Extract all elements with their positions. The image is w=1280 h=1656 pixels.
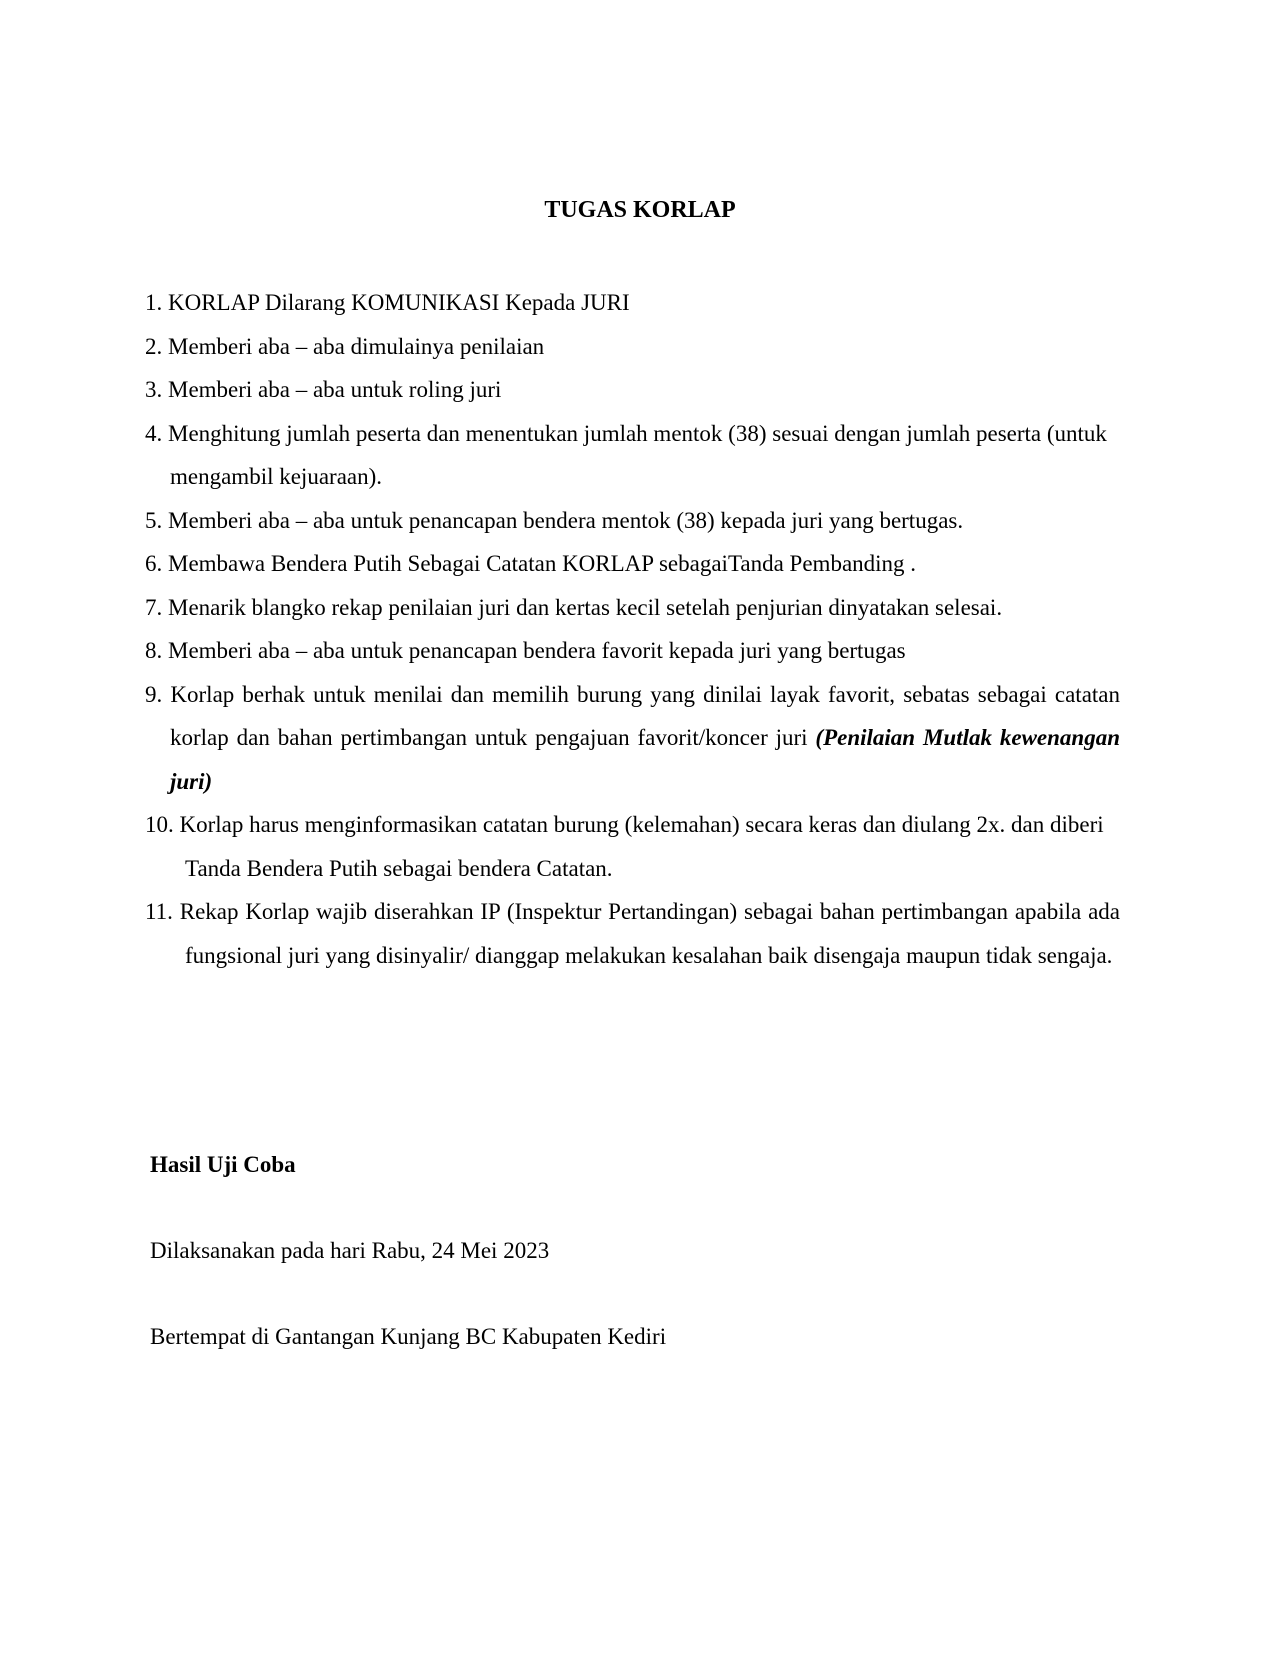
task-number: 1. [145, 290, 163, 315]
task-list [140, 281, 1120, 977]
task-text: KORLAP Dilarang KOMUNIKASI Kepada JURI [168, 290, 630, 315]
task-number: 11. [145, 899, 173, 924]
task-text: Korlap berhak untuk menilai dan memilih burung yang dinilai layak favorit, sebatas sebagai catatan korlap dan bahan pertimbangan untuk pengajuan favorit/koncer juri [170, 681, 1120, 750]
task-item [140, 368, 1120, 412]
task-item [140, 629, 1120, 673]
task-number: 5. [145, 507, 163, 533]
task-emphasis: (Penilaian Mutlak kewenangan juri) [170, 725, 1120, 794]
task-item [140, 325, 1120, 369]
task-item [140, 890, 1120, 977]
task-item [140, 281, 1120, 325]
result-date-line: Dilaksanakan pada hari Rabu, 24 Mei 2023 [150, 1238, 550, 1263]
task-text: Menarik blangko rekap penilaian juri dan kertas kecil setelah penjurian dinyatakan selesai. [168, 594, 1003, 620]
task-number: 6. [145, 551, 163, 576]
document-title: TUGAS KORLAP [544, 197, 736, 223]
task-text: Membawa Bendera Putih Sebagai Catatan KORLAP sebagaiTanda Pembanding . [168, 551, 917, 576]
task-number: 4. [145, 420, 163, 446]
task-number: 10. [145, 812, 174, 837]
task-number: 9. [145, 681, 163, 707]
task-text: Rekap Korlap wajib diserahkan IP (Inspektur Pertandingan) sebagai bahan pertimbangan apabila ada fungsional juri yang disinyalir/ dianggap melakukan kesalahan baik disengaja maupun tidak sengaja. [179, 899, 1120, 968]
task-text: Memberi aba – aba untuk roling juri [168, 377, 502, 402]
task-item [140, 412, 1120, 499]
task-text: Korlap harus menginformasikan catatan burung (kelemahan) secara keras dan diulang 2x. dan diberi Tanda Bendera Putih sebagai bendera Catatan. [179, 812, 1104, 881]
task-item [140, 803, 1120, 890]
task-item [140, 499, 1120, 543]
task-item [140, 586, 1120, 630]
task-number: 2. [145, 333, 163, 359]
task-text: Menghitung jumlah peserta dan menentukan jumlah mentok (38) sesuai dengan jumlah peserta (untuk mengambil kejuaraan). [168, 420, 1107, 489]
task-text: Memberi aba – aba untuk penancapan bendera favorit kepada juri yang bertugas [168, 638, 906, 663]
task-text: Memberi aba – aba untuk penancapan bendera mentok (38) kepada juri yang bertugas. [168, 507, 964, 533]
result-heading: Hasil Uji Coba [150, 1152, 296, 1177]
task-item [140, 542, 1120, 586]
task-number: 8. [145, 638, 163, 663]
task-number: 3. [145, 377, 163, 402]
task-number: 7. [145, 594, 163, 620]
task-item [140, 673, 1120, 804]
task-text: Memberi aba – aba dimulainya penilaian [168, 333, 545, 359]
result-place-line: Bertempat di Gantangan Kunjang BC Kabupaten Kediri [150, 1324, 667, 1349]
